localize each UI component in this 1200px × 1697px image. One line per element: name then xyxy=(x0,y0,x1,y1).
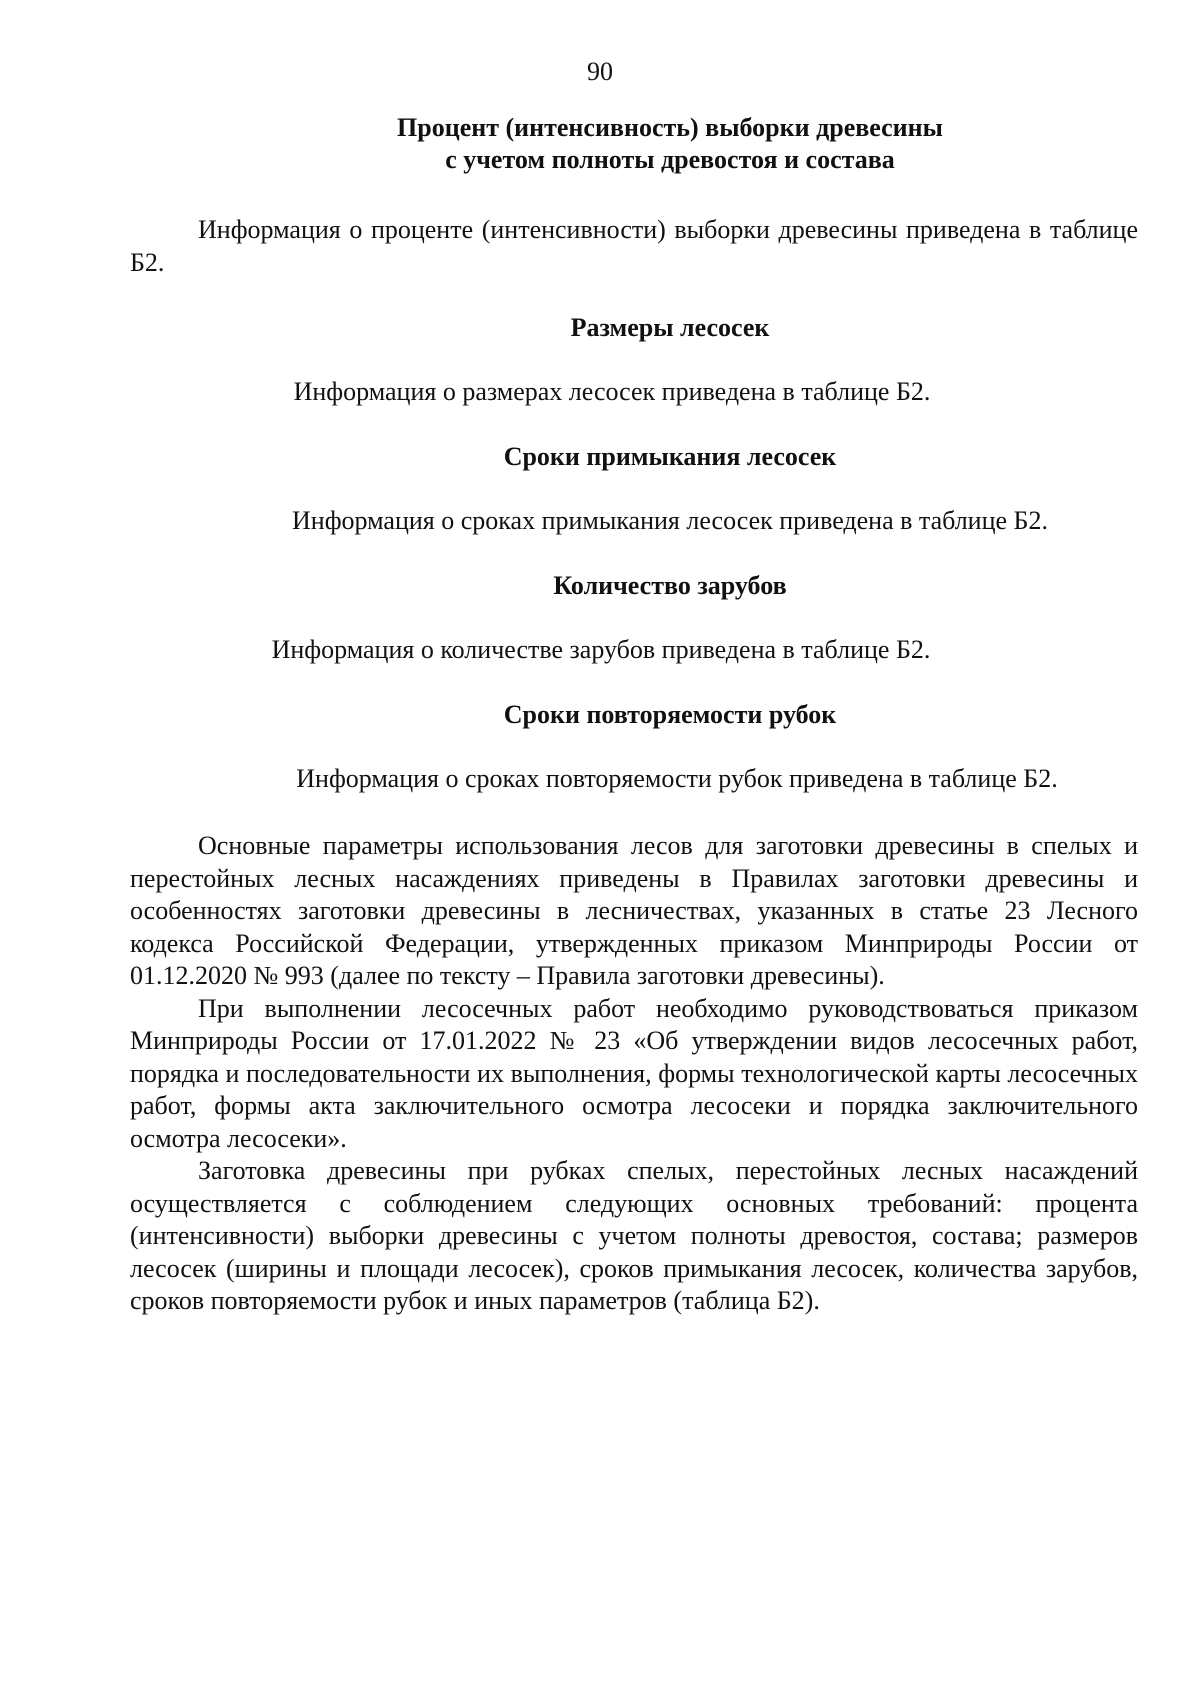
page-number: 90 xyxy=(587,57,613,86)
section-heading-plot-sizes: Размеры лесосек xyxy=(570,313,770,342)
body-paragraph-harvesting-requirements: Заготовка древесины при рубках спелых, перестойных лесных насаждений осуществляется с соблюдением следующих основных требований: процента (интенсивности) выборки древесины с учетом полноты древостоя, состава; размеров лесосек (ширины и площади лесосек), сроков примыкания лесосек, количества зарубов, сроков повторяемости рубок и иных параметров (таблица Б2). xyxy=(130,1156,1138,1315)
intro-paragraph: Информация о проценте (интенсивности) выборки древесины приведена в таблице Б2. xyxy=(130,215,1138,277)
section-heading-felling-recurrence: Сроки повторяемости рубок xyxy=(503,700,837,729)
section-heading-cuts-count: Количество зарубов xyxy=(553,571,787,600)
section-text-adjacency-terms: Информация о сроках примыкания лесосек приведена в таблице Б2. xyxy=(292,506,1048,535)
section-text-cuts-count: Информация о количестве зарубов приведена в таблице Б2. xyxy=(271,635,931,664)
body-paragraph-parameters: Основные параметры использования лесов для заготовки древесины в спелых и перестойных лесных насаждениях приведены в Правилах заготовки древесины и особенностях заготовки древесины в лесничествах, указанных в статье 23 Лесного кодекса Российской Федерации, утвержденных приказом Минприроды России от 01.12.2020 № 993 (далее по тексту – Правила заготовки древесины). xyxy=(130,831,1138,990)
section-heading-adjacency-terms: Сроки примыкания лесосек xyxy=(503,442,837,471)
title-line-1: Процент (интенсивность) выборки древесины xyxy=(397,113,943,142)
document-title xyxy=(130,112,1200,176)
body-paragraph-logging-works: При выполнении лесосечных работ необходимо руководствоваться приказом Минприроды России от 17.01.2022 № 23 «Об утверждении видов лесосечных работ, порядка и последовательности их выполнения, формы технологической карты лесосечных работ, формы акта заключительного осмотра лесосеки и порядка заключительного осмотра лесосеки». xyxy=(130,993,1138,1153)
section-text-felling-recurrence: Информация о сроках повторяемости рубок приведена в таблице Б2. xyxy=(296,764,1058,793)
main-body xyxy=(130,830,1138,1318)
section-text-plot-sizes: Информация о размерах лесосек приведена в таблице Б2. xyxy=(293,377,931,406)
title-line-2: с учетом полноты древостоя и состава xyxy=(445,145,895,174)
